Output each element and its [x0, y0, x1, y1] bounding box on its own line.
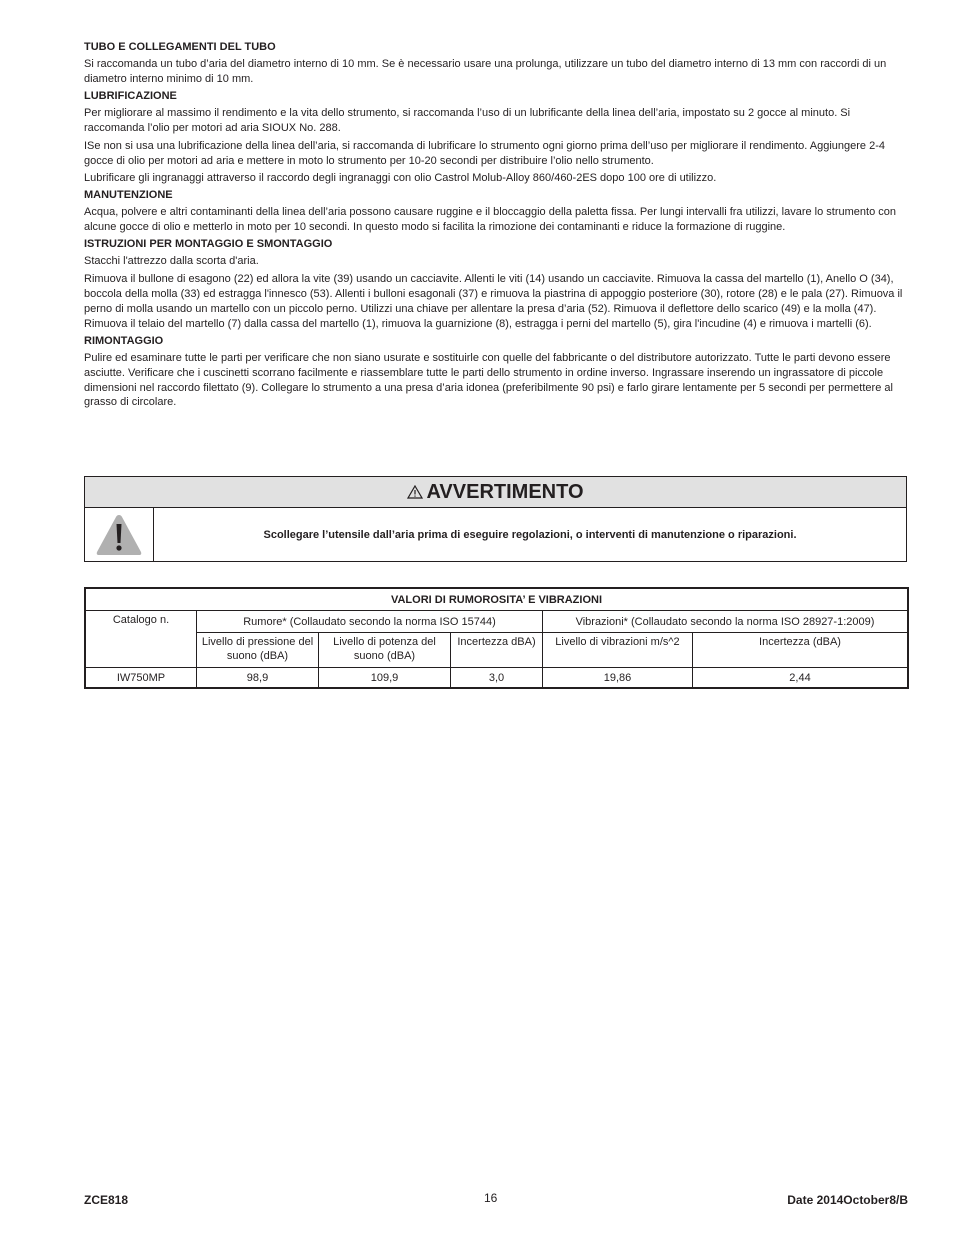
subheader-sound-power: Livello di potenza del suono (dBA) — [319, 633, 451, 668]
cell-sound-pressure: 98,9 — [197, 668, 319, 689]
noise-header: Rumore* (Collaudato secondo la norma ISO 15744) — [197, 611, 543, 633]
table-title: VALORI DI RUMOROSITA’ E VIBRAZIONI — [85, 588, 908, 611]
subheader-vibration-level: Livello di vibrazioni m/s^2 — [543, 633, 693, 668]
paragraph: Si raccomanda un tubo d’aria del diametro interno di 10 mm. Se è necessario usare una prolunga, utilizzare un tubo del diametro interno di 13 mm con raccordi di un diametro interno minimo di 10 mm. — [84, 58, 887, 85]
section-heading: RIMONTAGGIO — [84, 334, 164, 347]
warning-title: AVVERTIMENTO — [426, 480, 584, 503]
section-heading: ISTRUZIONI PER MONTAGGIO E SMONTAGGIO — [84, 238, 333, 251]
doc-date: Date 2014October8/B — [787, 1193, 908, 1207]
catalog-header: Catalogo n. — [85, 611, 197, 668]
cell-catalog: IW750MP — [85, 668, 197, 689]
paragraph: Pulire ed esaminare tutte le parti per verificare che non siano usurate e sostituirle con quelle del fabbricante o del distributore autorizzato. Tutte le parti devono essere asciutte. Verificare che i cuscinetti scorrano facilmente e riassemblare tutte le parti dello strumento in ordine inverso. Ingrassare inserendo un ingrassatore di piccole dimensioni nel raccordo filettato (9). Collegare lo strumento a una presa d’aria idonea (preferibilmente 90 psi) e farlo girare lentamente per 5 secondi per permettere al grasso di circolare. — [84, 351, 893, 409]
section-maintenance — [84, 189, 908, 235]
warning-icon-cell — [85, 508, 154, 562]
cell-vibration-level: 19,86 — [543, 668, 693, 689]
paragraph: Rimuova il bullone di esagono (22) ed allora la vite (39) usando un cacciavite. Allenti le viti (14) usando un cacciavite. Rimuova la cassa del martello (1), Anello O (34), boccola della molla (33) ed estragga l'innesco (53). Allenti i bulloni esagonali (37) e rimuova la piastrina di appoggio posteriore (30), rotore (28) e le pala (27). Rimuova il perno di molla usando un martello con un piccolo perno. Utilizzi una chiave per allentare la presa d’aria (52). Rimuova il deflettore dello scarico (49) e la molla (47). Rimuova il telaio del martello (7) dalla cassa del martello (1), rimuova la guarnizione (8), estragga i perni del martello (5), gira l'incudine (4) e rimuova i martelli (6). — [84, 273, 903, 330]
warning-body — [85, 508, 906, 562]
document-body — [84, 41, 908, 413]
vibration-header: Vibrazioni* (Collaudato secondo la norma ISO 28927-1:2009) — [543, 611, 909, 633]
subheader-sound-pressure: Livello di pressione del suono (dBA) — [197, 633, 319, 668]
exclamation-triangle-icon — [94, 512, 144, 558]
doc-code: ZCE818 — [84, 1193, 129, 1207]
section-hose — [84, 41, 908, 87]
cell-sound-power: 109,9 — [319, 668, 451, 689]
noise-vibration-table — [84, 587, 909, 689]
warning-box — [84, 476, 907, 562]
page-footer — [84, 1192, 908, 1212]
paragraph: Lubrificare gli ingranaggi attraverso il raccordo degli ingranaggi con olio Castrol Molub-Alloy 860/460-2ES dopo 100 ore di utilizzo. — [84, 172, 717, 185]
section-heading: LUBRIFICAZIONE — [84, 89, 177, 102]
section-disassembly — [84, 238, 908, 332]
paragraph: Per migliorare al massimo il rendimento e la vita dello strumento, si raccomanda l’uso di un lubrificante della linea dell’aria, impostato su 2 gocce al minuto. Si raccomanda l’olio per motori ad aria SIOUX No. 288. — [84, 106, 851, 134]
paragraph: Stacchi l'attrezzo dalla scorta d'aria. — [84, 255, 259, 268]
section-heading: MANUTENZIONE — [84, 189, 173, 202]
cell-noise-uncertainty: 3,0 — [451, 668, 543, 689]
warning-text: Scollegare l’utensile dall’aria prima di eseguire regolazioni, o interventi di manutenzione o riparazioni. — [263, 529, 797, 541]
section-lubrication — [84, 90, 908, 187]
page-number: 16 — [484, 1191, 498, 1205]
cell-vibration-uncertainty: 2,44 — [693, 668, 909, 689]
paragraph: Acqua, polvere e altri contaminanti della linea dell’aria possono causare ruggine e il bloccaggio della paletta fissa. Per lungi intervalli fra utilizzi, lavare lo strumento con alcune gocce di olio e metterlo in moto per 10 secondi. In questo modo si facilita la rimozione dei contaminanti e riduce la formazione di ruggine. — [84, 206, 897, 234]
section-reassembly — [84, 335, 908, 411]
subheader-vibration-uncertainty: Incertezza (dBA) — [693, 633, 909, 668]
paragraph: ISe non si usa una lubrificazione della linea dell’aria, si raccomanda di lubrificare lo strumento ogni giorno prima dell’uso per migliorare il rendimento. Aggiungere 2-4 gocce di olio per motori ad aria e mettere in moto lo strumento per 10-20 secondi per distribuire l’olio nello strumento. — [84, 139, 885, 167]
warning-header — [85, 477, 906, 508]
section-heading: TUBO E COLLEGAMENTI DEL TUBO — [84, 41, 276, 53]
warning-triangle-icon — [407, 485, 423, 499]
subheader-noise-uncertainty: Incertezza dBA) — [451, 633, 543, 668]
table-row — [85, 668, 908, 689]
